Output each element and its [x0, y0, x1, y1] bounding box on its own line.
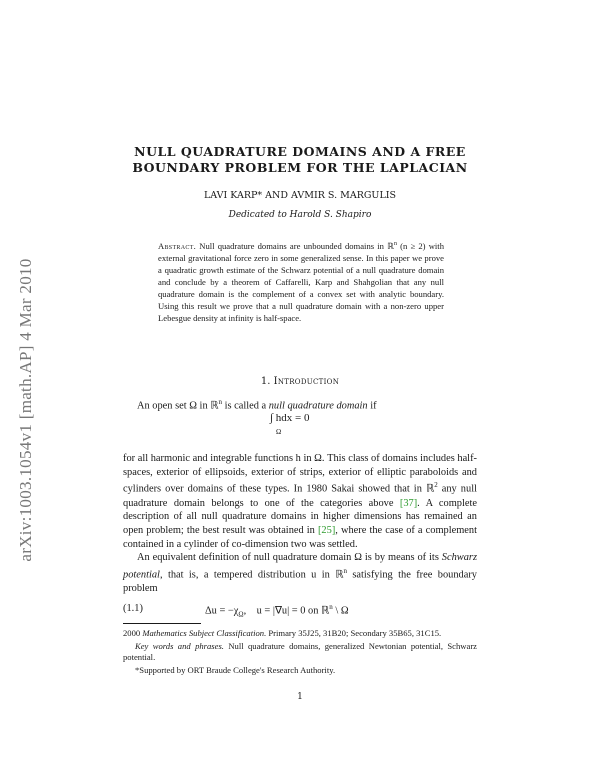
footnote-term: Mathematics Subject Classification. [142, 628, 267, 638]
citation-link[interactable]: [25] [317, 524, 336, 536]
footnote-term: Key words and phrases. [135, 640, 224, 651]
footnote-rule [123, 623, 201, 624]
paragraph-text: , where the case of a complement contained in a cylinder of co-dimension two was settled. [123, 524, 477, 550]
footnotes [123, 628, 477, 676]
page-number: 1 [297, 692, 303, 702]
paper-title [100, 144, 500, 176]
abstract: Abstract. Null quadrature domains are unbounded domains in ℝ$^n$ (n ≥ 2) with external gravitational force zero in some generalized sense. In this paper we prove a quadratic growth estimate of the Schwarz potential of a null quadrature domain and conclude by a theorem of Caffarelli, Karp and Shahgolian that any null quadrature domain is the complement of a convex set with analytic boundary. Using this result we prove that a null quadrature domain with a non-zero upper Lebesgue density at infinity is half-space. [158, 240, 444, 323]
paragraph-text: satisfying the free boundary problem [123, 569, 477, 595]
title-line-1: NULL QUADRATURE DOMAINS AND A FREE [134, 144, 466, 159]
section-title: Introduction [273, 376, 340, 387]
intro-definition: An open set Ω in ℝ$^n$ is called a null quadrature domain if [137, 398, 377, 412]
authors: LAVI KARP* AND AVMIR S. MARGULIS [203, 190, 397, 201]
intro-text: if [367, 400, 377, 412]
footnote-text: Null quadrature domains, generalized Newtonian potential, Schwarz potential. [123, 640, 477, 662]
arxiv-id: arXiv:1003.1054v1 [math.AP] 4 Mar 2010 [16, 258, 35, 562]
section-number: 1. [260, 376, 271, 387]
equation-number: (1.1) [123, 603, 143, 614]
section-heading [100, 376, 500, 387]
abstract-text-2: (n ≥ 2) with external gravitational force zero in some generalized sense. In this paper we prove a quadratic growth estimate of the Schwarz potential of a null quadrature domain and conclude by a theorem of Caffarelli, Karp and Shahgolian that any null quadrature domain is the complement of a convex set with analytic boundary. Using this result we prove that a null quadrature domain with a non-zero upper Lebesgue density at infinity is half-space. [158, 240, 444, 323]
footnote-text: 2000 [123, 628, 143, 638]
equation-rhs-tail: \ Ω [332, 605, 349, 617]
integral-equation [270, 412, 350, 436]
paragraph-text: for all harmonic and integrable functions h in Ω. This class of domains includes half-spaces, exterior of ellipsoids, exterior of strips, exterior of elliptic paraboloids and cylinders over domains of these types. In 1980 Sakai showed that in ℝ [123, 453, 477, 495]
abstract-label: Abstract. [158, 240, 197, 251]
defined-term: Schwarz potential [123, 552, 477, 581]
paragraph-text: . A complete description of all null quadrature domains in higher dimensions has remained an open problem; the best result was obtained in [123, 497, 478, 536]
defined-term: null quadrature domain [268, 400, 368, 412]
citation-link[interactable]: [37] [399, 497, 418, 509]
footnote-text: Primary 35J25, 31B20; Secondary 35B65, 31C15. [266, 628, 442, 638]
equation-lhs-sub: Ω [238, 610, 244, 619]
support-note: *Supported by ORT Braude College's Research Authority. [135, 664, 336, 675]
abstract-text-1: Null quadrature domains are unbounded domains in [199, 240, 384, 251]
intro-text: An open set Ω in ℝ [137, 400, 219, 412]
equation-1-1: $\Delta u = -\chi_\Omega$, u = |∇u| = 0 on ℝ$^n$ \ Ω [205, 603, 349, 619]
intro-paragraph: for all harmonic and integrable functions h in Ω. This class of domains includes half-spaces, exterior of ellipsoids, exterior of strips, exterior of elliptic paraboloids and cylinders over domains of these types. In 1980 Sakai showed that in ℝ$^2$ any null quadrature domain belongs to one of the categories above [37]. A complete description of all null quadrature domains in higher dimensions has remained an open problem; the best result was obtained in [25], where the case of a complement contained in a cylinder of co-dimension two was settled. An equivalent definition of null quadrature domain Ω is by means of its Schwarz potential, that is, a tempered distribution u in ℝ$^n$ satisfying the free boundary problem [123, 453, 478, 595]
paragraph-text: any null quadrature domain belongs to one of the categories above [123, 483, 477, 509]
intro-text: is called a [221, 400, 269, 412]
equation-rhs: u = |∇u| = 0 on ℝ [256, 605, 330, 617]
equation-lhs: Δu = −χ [205, 605, 239, 617]
equation-domain: Ω [276, 428, 282, 436]
arxiv-sidebar-stamp [8, 200, 44, 620]
paragraph-text: , that is, a tempered distribution u in ℝ [159, 569, 344, 581]
equation-body: ∫ hdx = 0 [270, 412, 310, 424]
dedication: Dedicated to Harold S. Shapiro [228, 210, 372, 220]
paragraph-text: An equivalent definition of null quadrature domain Ω is by means of its [137, 552, 442, 564]
title-line-2: BOUNDARY PROBLEM FOR THE LAPLACIAN [132, 160, 468, 175]
